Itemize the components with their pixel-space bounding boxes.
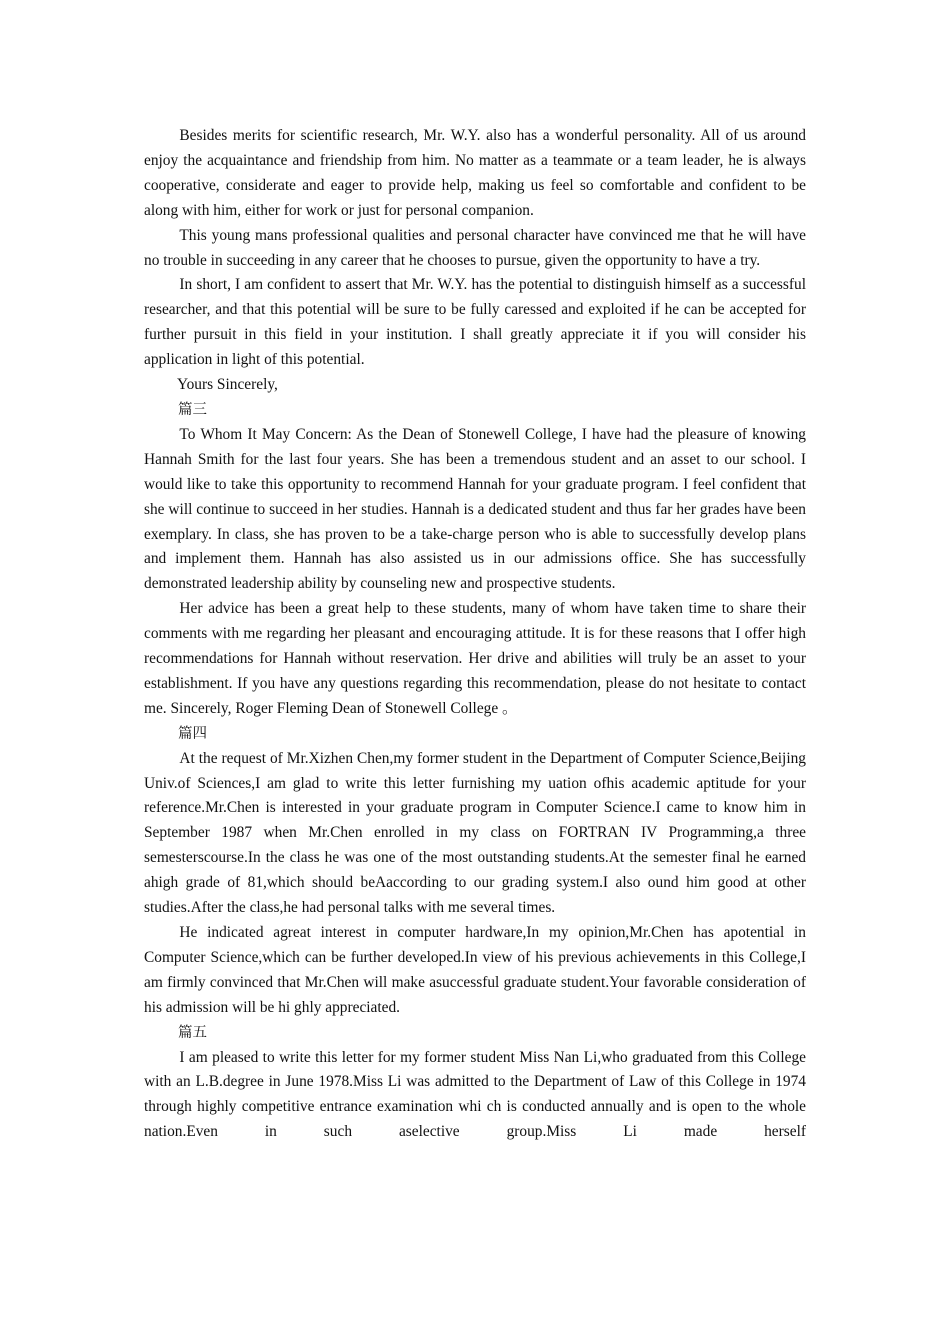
paragraph-personality: Besides merits for scientific research, Mr. W.Y. also has a wonderful personality. All of us around enjoy the acquaintance and friendship from him. No matter as a teammate or a team leader, he is always cooperative, considerate and eager to provide help, making us feel so comfortable and confident to be along with him, either for work or just for personal companion. [144, 127, 806, 219]
paragraph-character: This young mans professional qualities and personal character have convinced me that he will have no trouble in succeeding in any career that he chooses to pursue, given the opportunity to have a try. [144, 226, 806, 269]
closing-signoff: Yours Sincerely, [177, 376, 278, 394]
section-heading-three: 篇三 [178, 401, 207, 418]
paragraph-chen-closing: He indicated agreat interest in computer hardware,In my opinion,Mr.Chen has apotential in Computer Science,which can be further developed.In view of his previous achievements in this College,I am firmly convinced that Mr.Chen will make asuccessful graduate student.Your favorable consideration of his admission will be hi ghly appreciated. [144, 924, 806, 1016]
paragraph-chen-intro: At the request of Mr.Xizhen Chen,my former student in the Department of Computer Science,Beijing Univ.of Sciences,I am glad to write this letter furnishing my uation ofhis academic aptitude for your reference.Mr.Chen is interested in your graduate program in Computer Science.I came to know him in September 1987 when Mr.Chen enrolled in my class on FORTRAN IV Programming,a three semesterscourse.In the class he was one of the most outstanding students.At the semester final he earned ahigh grade of 81,which should beAaccording to our grading system.I also ound him good at other studies.After the class,he had personal talks with me several times. [144, 749, 806, 917]
section-heading-four: 篇四 [178, 725, 207, 742]
paragraph-hannah-closing: Her advice has been a great help to these students, many of whom have taken time to share their comments with me regarding her pleasant and encouraging attitude. It is for these reasons that I offer high recommendations for Hannah without reservation. Her drive and abilities will truly be an asset to your establishment. If you have any questions regarding this recommendation, please do not hesitate to contact me. Sincerely, Roger Fleming Dean of Stonewell College 。 [144, 600, 806, 717]
paragraph-nan-li: I am pleased to write this letter for my former student Miss Nan Li,who graduated from this College with an L.B.degree in June 1978.Miss Li was admitted to the Department of Law of this College in 1974 through highly competitive entrance examination whi ch is conducted annually and is open to the whole nation.Even in such aselective group.Miss Li made herself [144, 1048, 806, 1141]
paragraph-conclusion: In short, I am confident to assert that Mr. W.Y. has the potential to distinguish himself as a successful researcher, and that this potential will be sure to be fully caressed and exploited if he can be accepted for further pursuit in this field in your institution. I shall greatly appreciate it if you will consider his application in light of this potential. [144, 276, 806, 369]
paragraph-hannah-intro: To Whom It May Concern: As the Dean of Stonewell College, I have had the pleasure of knowing Hannah Smith for the last four years. She has been a tremendous student and an asset to our school. I would like to take this opportunity to recommend Hannah for your graduate program. I feel confident that she will continue to succeed in her studies. Hannah is a dedicated student and thus far her grades have been exemplary. In class, she has proven to be a take-charge person who is able to successfully develop plans and implement them. Hannah has also assisted us in our admissions office. She has successfully demonstrated leadership ability by counseling new and prospective students. [144, 425, 806, 593]
section-heading-five: 篇五 [178, 1024, 207, 1041]
document-page [144, 124, 806, 1145]
